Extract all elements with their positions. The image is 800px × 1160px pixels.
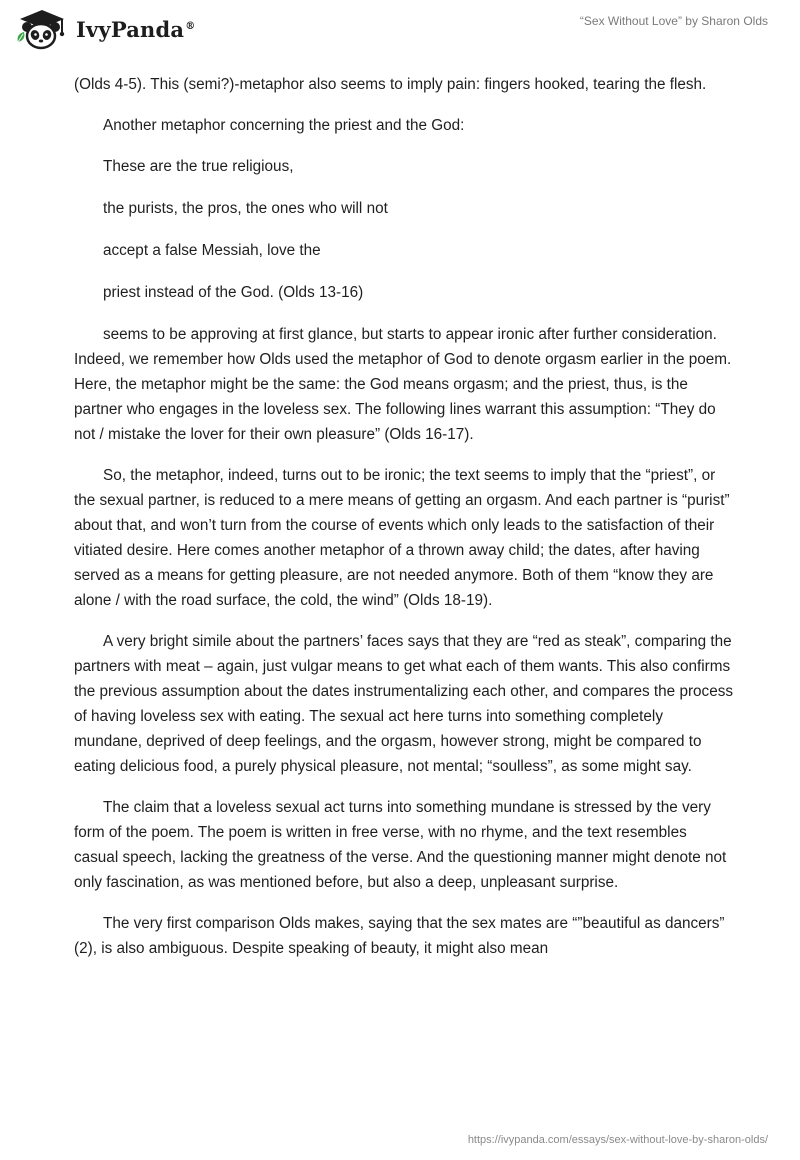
page-header (0, 0, 800, 60)
document-title: “Sex Without Love” by Sharon Olds (579, 14, 768, 28)
verse-line-2: the purists, the pros, the ones who will not (103, 200, 388, 217)
verse-line-4: priest instead of the God. (Olds 13-16) (103, 284, 364, 301)
paragraph-7: The very first comparison Olds makes, saying that the sex mates are “”beautiful as dancers” (2), is also ambiguous. Despite speaking of beauty, it might also mean (74, 915, 725, 957)
paragraph-6: The claim that a loveless sexual act turns into something mundane is stressed by the very form of the poem. The poem is written in free verse, with no rhyme, and the text resembles casual speech, lacking the greatness of the verse. And the questioning manner might denote not only fascination, as was mentioned before, but also a deep, unpleasant surprise. (74, 799, 727, 891)
paragraph-5: A very bright simile about the partners’ faces says that they are “red as steak”, comparing the partners with meat – again, just vulgar means to get what each of them wants. This also confirms the previous assumption about the dates instrumentalizing each other, and compares the process of having loveless sex with eating. The sexual act here turns into something completely mundane, deprived of deep feelings, and the orgasm, however strong, might be compared to eating delicious food, a purely physical pleasure, not mental; “soulless”, as some might say. (74, 633, 734, 775)
brand-logo[interactable] (14, 8, 195, 50)
paragraph-1: (Olds 4-5). This (semi?)-metaphor also seems to imply pain: fingers hooked, tearing the flesh. (74, 76, 707, 93)
paragraph-2: Another metaphor concerning the priest and the God: (103, 117, 465, 134)
panda-logo-icon (14, 8, 70, 50)
registered-mark: ® (185, 20, 196, 32)
paragraph-3: seems to be approving at first glance, but starts to appear ironic after further consideration. Indeed, we remember how Olds used the metaphor of God to denote orgasm earlier in the poem. Here, the metaphor might be the same: the God means orgasm; and the priest, thus, is the partner who engages in the loveless sex. The following lines warrant this assumption: “They do not / mistake the lover for their own pleasure” (Olds 16-17). (74, 326, 732, 443)
source-url[interactable]: https://ivypanda.com/essays/sex-without-love-by-sharon-olds/ (467, 1134, 768, 1146)
paragraph-4: So, the metaphor, indeed, turns out to be ironic; the text seems to imply that the “priest”, or the sexual partner, is reduced to a mere means of getting an orgasm. And each partner is “purist” about that, and won’t turn from the course of events which only leads to the satisfaction of their vitiated desire. Here comes another metaphor of a thrown away child; the dates, after having served as a means for getting pleasure, are not needed anymore. Both of them “know they are alone / with the road surface, the cold, the wind” (Olds 18-19). (74, 467, 730, 609)
verse-line-3: accept a false Messiah, love the (103, 242, 321, 259)
essay-body (74, 72, 734, 977)
brand-name: IvyPanda® (76, 16, 196, 42)
verse-line-1: These are the true religious, (103, 158, 294, 175)
